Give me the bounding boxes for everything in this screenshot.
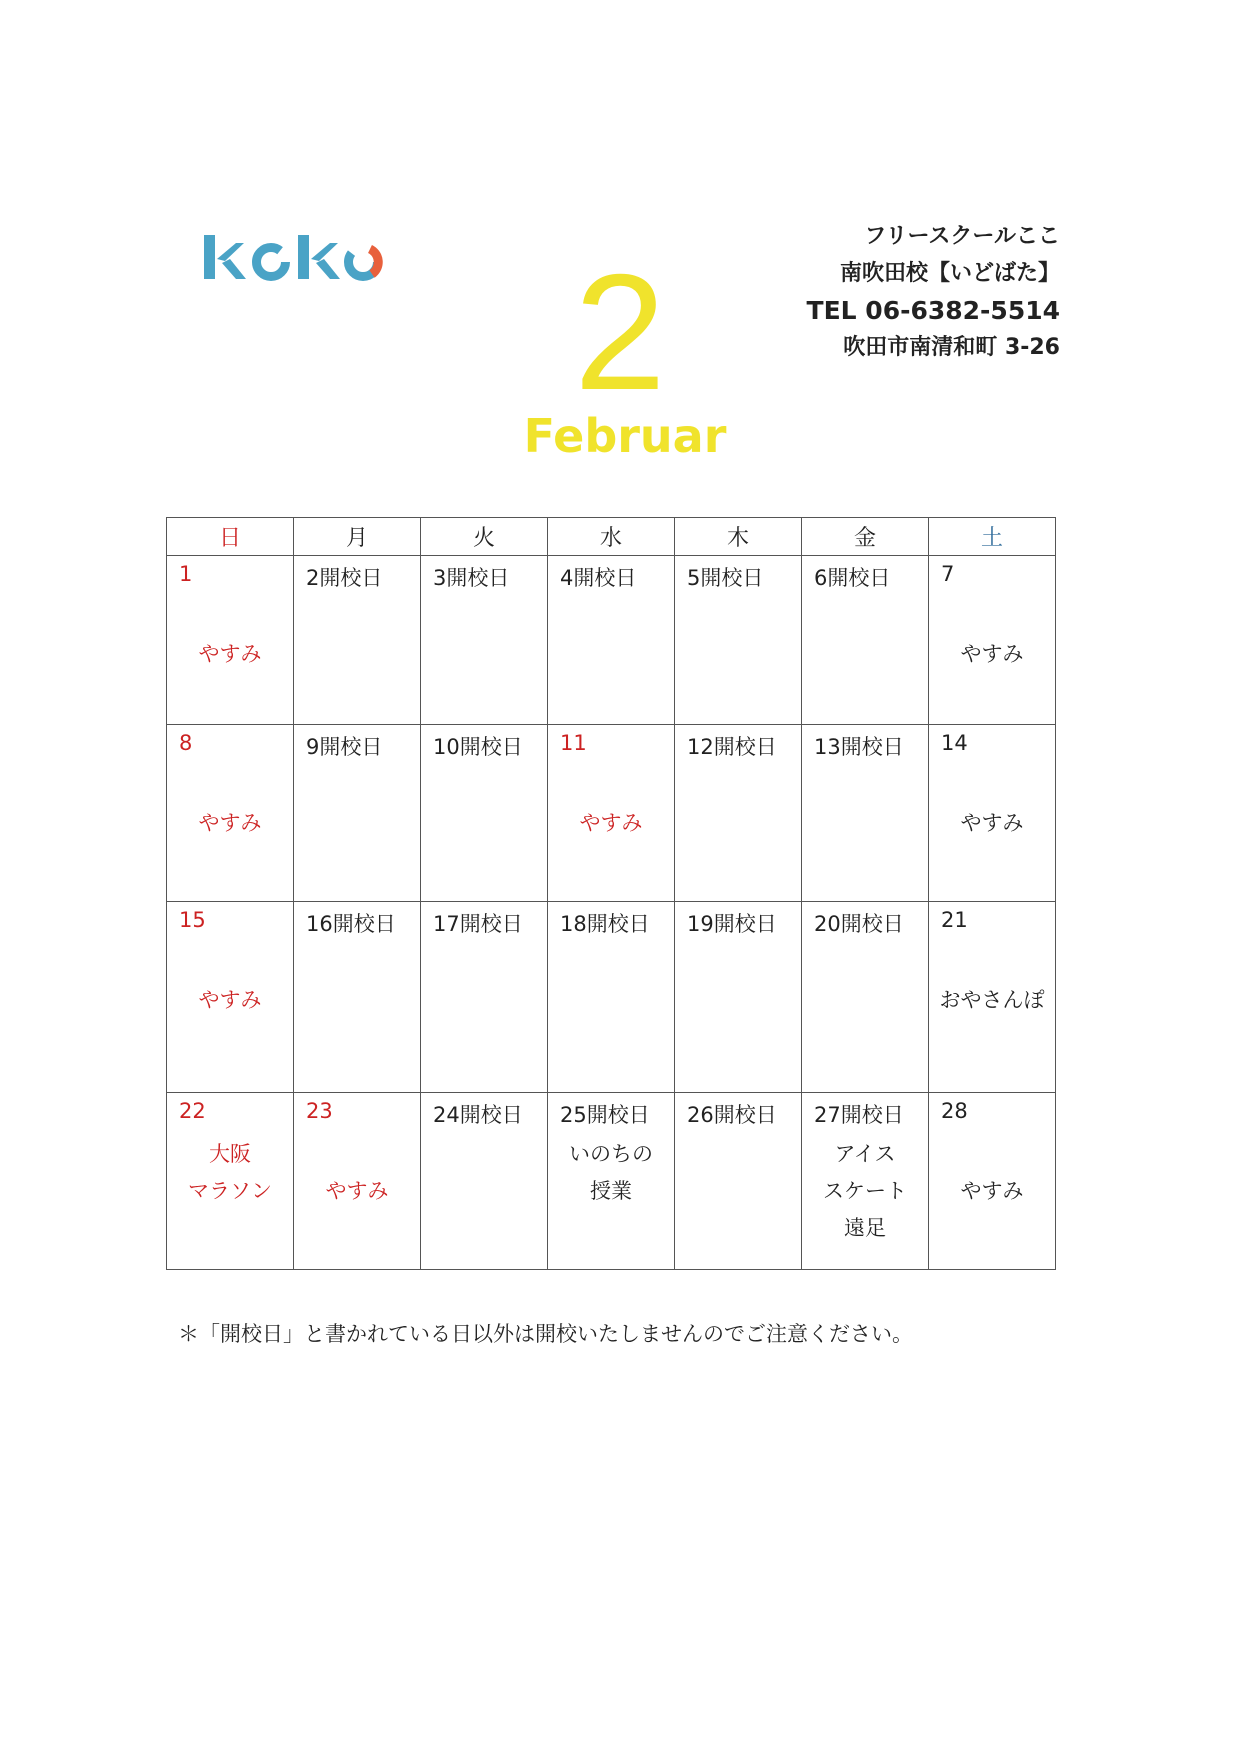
day-label: 21	[941, 908, 968, 932]
day-label: 24開校日	[433, 1103, 523, 1127]
day-label: 10開校日	[433, 735, 523, 759]
day-note-line: やすみ	[960, 1179, 1024, 1203]
calendar-day-cell	[675, 902, 802, 1093]
calendar-day-cell	[929, 1093, 1056, 1270]
calendar-day-cell	[929, 725, 1056, 902]
day-note	[167, 1136, 293, 1210]
day-note	[167, 982, 293, 1019]
calendar-day-cell	[548, 1093, 675, 1270]
calendar-day-cell	[548, 725, 675, 902]
calendar-day-cell	[929, 556, 1056, 725]
day-note	[802, 1136, 928, 1247]
calendar-day-cell	[167, 725, 294, 902]
day-label: 12開校日	[687, 735, 777, 759]
day-label: 18開校日	[560, 912, 650, 936]
calendar-body	[167, 556, 1056, 1270]
school-branch: 南吹田校【いどばた】	[839, 261, 1060, 286]
weekday-fri: 金	[802, 518, 929, 556]
calendar-day-cell	[802, 1093, 929, 1270]
day-note-line: 授業	[590, 1179, 632, 1203]
calendar-day-cell	[294, 725, 421, 902]
day-note-line: 遠足	[844, 1216, 886, 1240]
weekday-sun: 日	[167, 518, 294, 556]
day-note-line: やすみ	[960, 811, 1024, 835]
day-note	[167, 805, 293, 842]
day-label: 25開校日	[560, 1103, 650, 1127]
day-note-line: スケート	[823, 1179, 907, 1203]
day-label: 14	[941, 731, 968, 755]
calendar-table	[166, 517, 1056, 1270]
footnote: ＊「開校日」と書かれている日以外は開校いたしませんのでご注意ください。	[178, 1322, 913, 1346]
calendar-week-row	[167, 1093, 1056, 1270]
day-note-line: 大阪	[209, 1142, 251, 1166]
day-label: 2開校日	[306, 566, 383, 590]
day-label: 27開校日	[814, 1103, 904, 1127]
day-note	[929, 1173, 1055, 1210]
calendar-day-cell	[929, 902, 1056, 1093]
day-label: 9開校日	[306, 735, 383, 759]
day-note-line: いのちの	[569, 1142, 653, 1166]
calendar-day-cell	[802, 556, 929, 725]
day-label: 20開校日	[814, 912, 904, 936]
day-note-line: やすみ	[960, 642, 1024, 666]
weekday-mon: 月	[294, 518, 421, 556]
day-label: 15	[179, 908, 206, 932]
day-label: 7	[941, 562, 955, 586]
day-note-line: やすみ	[579, 811, 643, 835]
day-label: 6開校日	[814, 566, 891, 590]
calendar-week-row	[167, 902, 1056, 1093]
day-label: 11	[560, 731, 587, 755]
weekday-wed: 水	[548, 518, 675, 556]
day-note-line: やすみ	[198, 811, 262, 835]
day-label: 28	[941, 1099, 968, 1123]
weekday-sat: 土	[929, 518, 1056, 556]
calendar-day-cell	[294, 556, 421, 725]
day-note-line: やすみ	[198, 988, 262, 1012]
day-note	[929, 805, 1055, 842]
calendar-day-cell	[802, 725, 929, 902]
school-name: フリースクールここ	[864, 224, 1060, 249]
calendar-week-row	[167, 556, 1056, 725]
day-note-line: マラソン	[188, 1179, 272, 1203]
day-label: 5開校日	[687, 566, 764, 590]
day-label: 13開校日	[814, 735, 904, 759]
calendar-day-cell	[675, 556, 802, 725]
day-label: 26開校日	[687, 1103, 777, 1127]
day-note	[929, 982, 1055, 1019]
calendar-day-cell	[548, 556, 675, 725]
day-label: 3開校日	[433, 566, 510, 590]
day-note-line: アイス	[834, 1142, 896, 1166]
koko-logo	[200, 225, 385, 295]
day-label: 1	[179, 562, 193, 586]
weekday-thu: 木	[675, 518, 802, 556]
calendar-day-cell	[421, 556, 548, 725]
day-label: 4開校日	[560, 566, 637, 590]
calendar-day-cell	[421, 902, 548, 1093]
day-label: 23	[306, 1099, 333, 1123]
calendar-day-cell	[675, 1093, 802, 1270]
calendar-day-cell	[294, 902, 421, 1093]
day-note	[548, 1136, 674, 1210]
day-note-line: やすみ	[325, 1179, 389, 1203]
weekday-tue: 火	[421, 518, 548, 556]
calendar-day-cell	[675, 725, 802, 902]
day-label: 19開校日	[687, 912, 777, 936]
calendar-day-cell	[802, 902, 929, 1093]
school-info	[807, 218, 1060, 366]
day-note	[167, 636, 293, 673]
day-note	[548, 805, 674, 842]
day-label: 22	[179, 1099, 206, 1123]
school-tel: TEL 06-6382-5514	[806, 296, 1060, 325]
day-note-line: やすみ	[198, 642, 262, 666]
calendar-day-cell	[421, 725, 548, 902]
weekday-header-row	[167, 518, 1056, 556]
calendar-day-cell	[421, 1093, 548, 1270]
calendar-day-cell	[548, 902, 675, 1093]
calendar-week-row	[167, 725, 1056, 902]
calendar-day-cell	[167, 556, 294, 725]
calendar-day-cell	[294, 1093, 421, 1270]
day-note	[294, 1173, 420, 1210]
day-note	[929, 636, 1055, 673]
calendar-day-cell	[167, 1093, 294, 1270]
day-note-line: おやさんぽ	[939, 988, 1045, 1012]
month-name: Februar	[523, 409, 727, 463]
calendar-day-cell	[167, 902, 294, 1093]
day-label: 8	[179, 731, 193, 755]
school-address: 吹田市南清和町 3-26	[843, 335, 1060, 360]
day-label: 16開校日	[306, 912, 396, 936]
month-number: 2	[574, 240, 666, 424]
day-label: 17開校日	[433, 912, 523, 936]
